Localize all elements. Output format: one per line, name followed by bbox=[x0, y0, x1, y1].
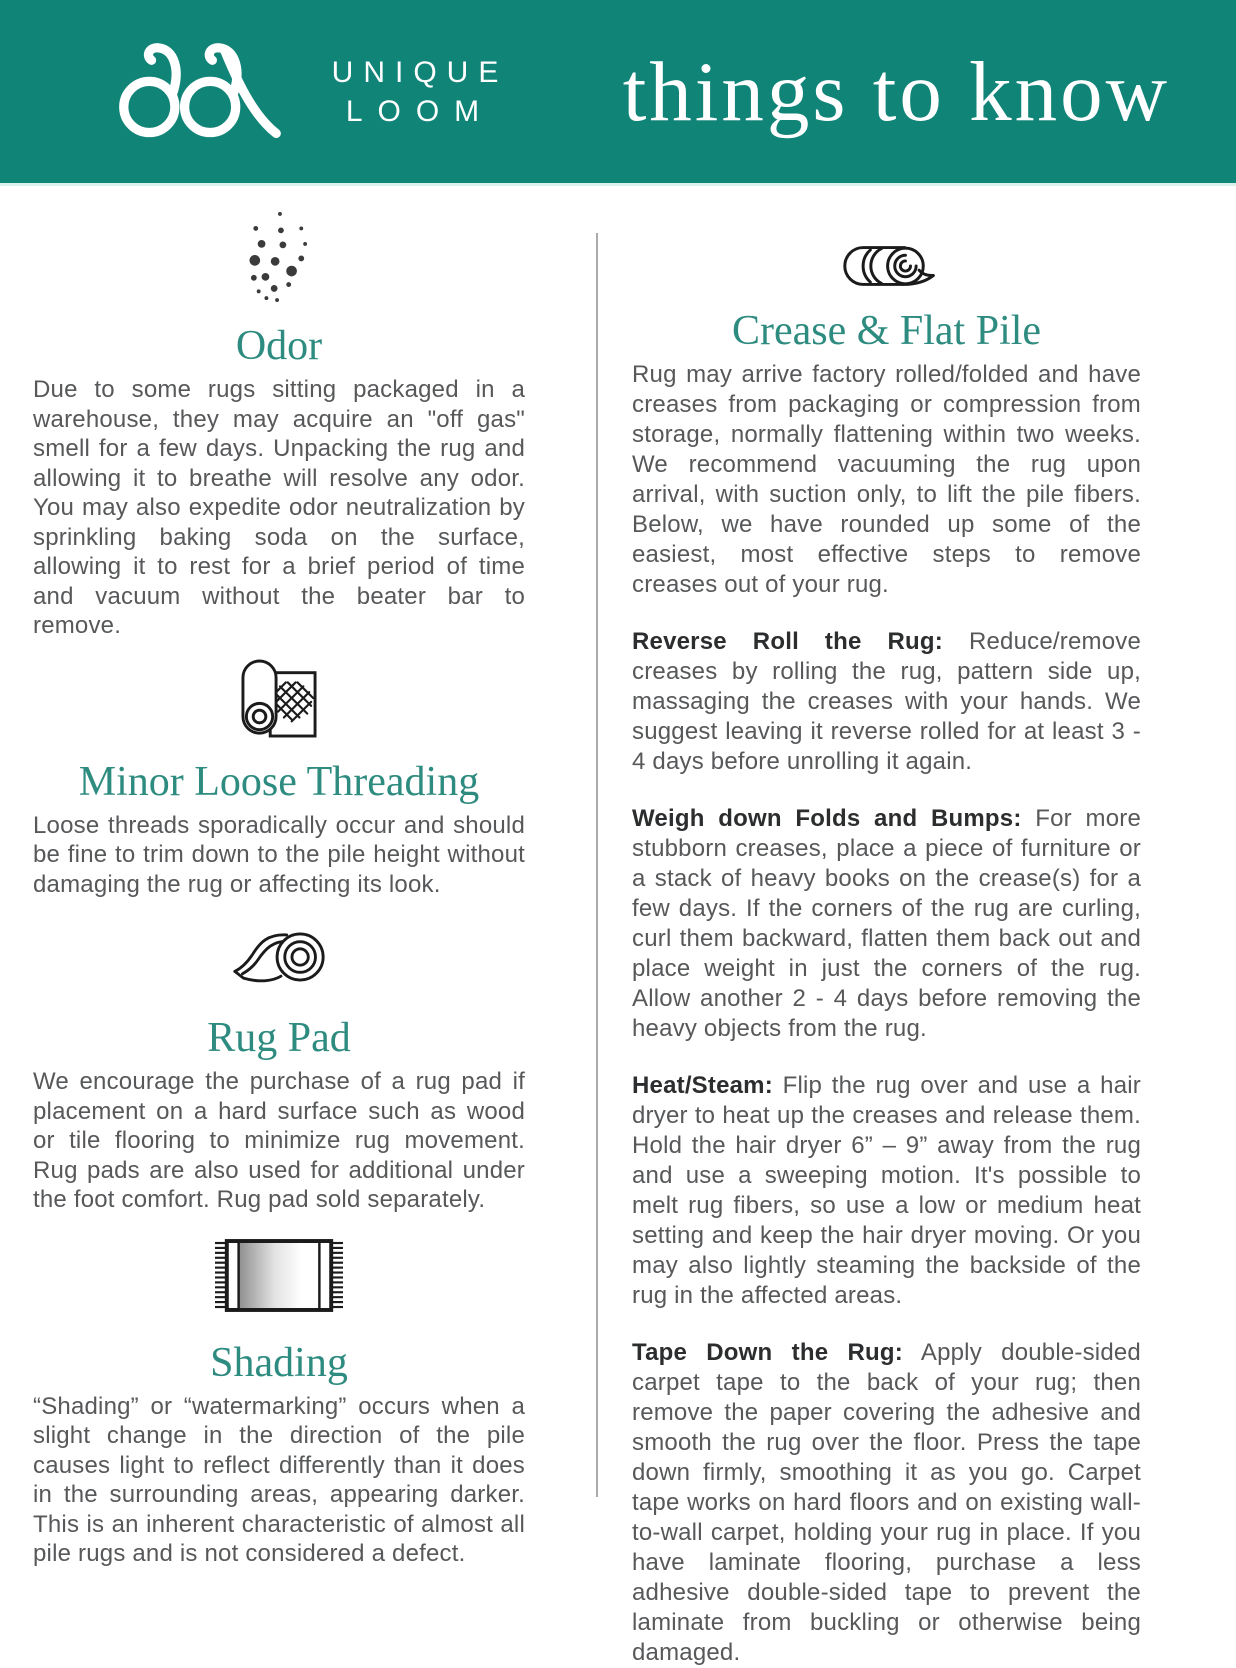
section-body-shading: “Shading” or “watermarking” occurs when a slight change in the direction of the pile causes light to reflect differently than it does in the surrounding areas, appearing darker. This is an inherent characteristic of almost all pile rugs and is not considered a defect. bbox=[33, 1392, 525, 1567]
shaded-rug-icon bbox=[214, 1239, 344, 1312]
rug-pad-roll-icon bbox=[231, 929, 327, 985]
tip-heat-steam bbox=[632, 1071, 1141, 1311]
section-title-odor: Odor bbox=[235, 323, 323, 369]
section-title-shading: Shading bbox=[210, 1339, 348, 1386]
section-title-threading: Minor Loose Threading bbox=[78, 758, 480, 805]
tip-text: Reduce/remove creases by rolling the rug, pattern side up, massaging the creases with your hands. We suggest leaving it reverse rolled for at least 3 - 4 days before unrolling it again. bbox=[632, 628, 1141, 775]
section-body-odor: Due to some rugs sitting packaged in a warehouse, they may acquire an "off gas" smell for a few days. Unpacking the rug and allowing it to breathe will resolve any odor. You may also expedite odor neutralization by sprinkling baking soda on the surface, allowing it to rest for a brief period of time and vacuum without the beater bar to remove. bbox=[33, 376, 525, 639]
tip-lead: Tape Down the Rug: bbox=[632, 1339, 903, 1366]
brand-wordmark bbox=[314, 53, 526, 131]
crease-intro-paragraph: Rug may arrive factory rolled/folded and have creases from packaging or compression from storage, normally flattening within two weeks. We recommend vacuuming the rug upon arrival, with suction only, to lift the pile fibers. Below, we have rounded up some of the easiest, most effective steps to remove creases out of your rug. bbox=[632, 361, 1141, 598]
section-minor-loose-threading bbox=[33, 659, 525, 900]
tip-lead: Weigh down Folds and Bumps: bbox=[632, 805, 1022, 832]
section-title-crease: Crease & Flat Pile bbox=[731, 308, 1042, 354]
header-banner bbox=[0, 0, 1236, 186]
brand-line1: UNIQUE bbox=[331, 55, 509, 89]
page-title: things to know bbox=[622, 44, 1170, 139]
brand-line2: LOOM bbox=[345, 94, 495, 128]
odor-dots-icon bbox=[249, 210, 309, 303]
tip-reverse-roll bbox=[632, 627, 1141, 777]
section-rug-pad bbox=[33, 929, 525, 1215]
section-title-rug-pad: Rug Pad bbox=[207, 1015, 351, 1061]
tip-lead: Reverse Roll the Rug: bbox=[632, 628, 943, 655]
section-crease-flat-pile bbox=[632, 244, 1141, 1668]
section-shading bbox=[33, 1239, 525, 1569]
rolled-rug-crosshatch-icon bbox=[241, 659, 317, 739]
tip-text: Flip the rug over and use a hair dryer to heat up the creases and release them. Hold the hair dryer 6” – 9” away from the rug and use a sweeping motion. It's possible to melt rug fibers, so use a low or medium heat setting and keep the hair dryer moving. Or you may also lightly steaming the backside of the rug in the affected areas. bbox=[632, 1072, 1141, 1309]
left-column bbox=[33, 186, 525, 1569]
tip-tape-down bbox=[632, 1338, 1141, 1668]
tip-text: Apply double-sided carpet tape to the back of your rug; then remove the paper covering the adhesive and smooth the rug over the floor. Press the tape down firmly, smoothing it as you go. Carpet tape works on hard floors and on existing wall-to-wall carpet, holding your rug in place. If you have laminate flooring, purchase a less adhesive double-sided tape to prevent the laminate from buckling or otherwise being damaged. bbox=[632, 1339, 1141, 1666]
tip-text: For more stubborn creases, place a piece of furniture or a stack of heavy books on the crease(s) for a few days. If the corners of the rug are curling, curl them backward, flatten them back out and place weight in just the corners of the rug. Allow another 2 - 4 days before removing the heavy objects from the rug. bbox=[632, 805, 1141, 1042]
section-body-threading: Loose threads sporadically occur and should be fine to trim down to the pile height without damaging the rug or affecting its look. bbox=[33, 811, 525, 898]
tip-weigh-down bbox=[632, 804, 1141, 1044]
column-divider bbox=[596, 233, 598, 1497]
content-area bbox=[0, 186, 1236, 1668]
right-column bbox=[632, 186, 1141, 1668]
tip-lead: Heat/Steam: bbox=[632, 1072, 773, 1099]
section-odor bbox=[33, 210, 525, 641]
section-body-rug-pad: We encourage the purchase of a rug pad if placement on a hard surface such as wood or tile flooring to minimize rug movement. Rug pads are also used for additional under the foot comfort. Rug pad sold separately. bbox=[33, 1068, 525, 1213]
rolled-rug-side-icon bbox=[836, 244, 938, 288]
brand-logo bbox=[100, 40, 526, 144]
unique-loom-logo-icon bbox=[100, 40, 300, 144]
